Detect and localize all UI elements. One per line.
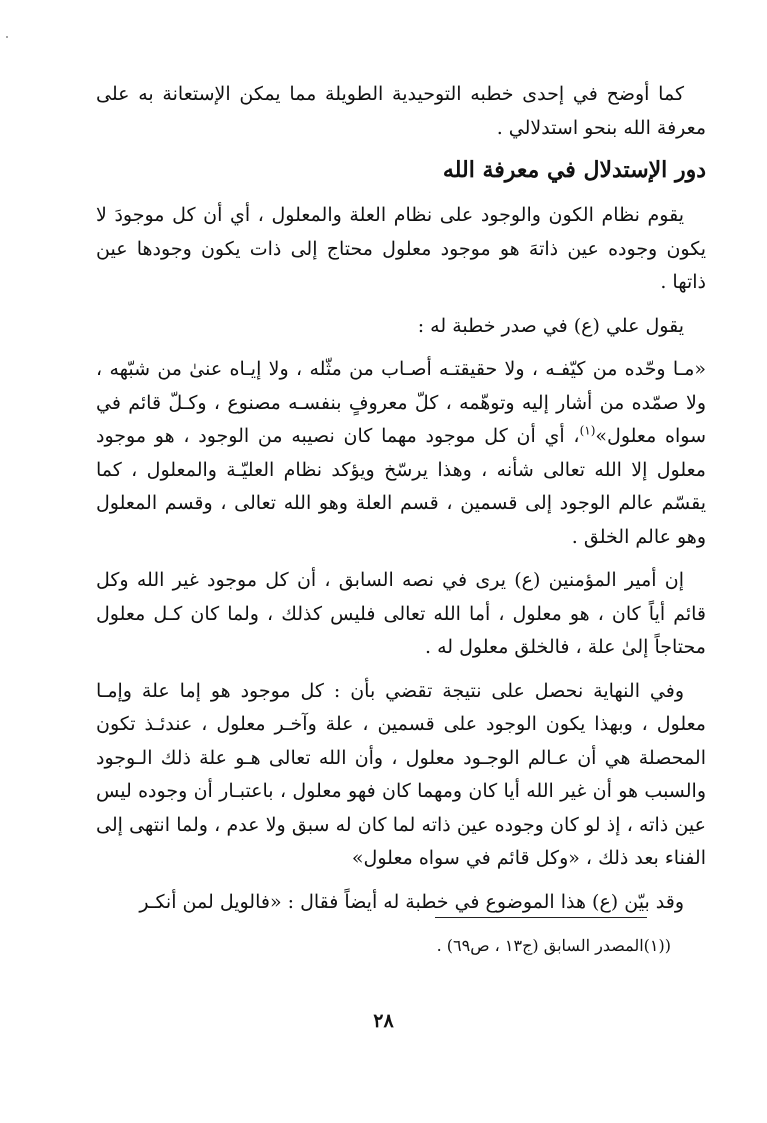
- paragraph-amir-al-muminin: إن أمير المؤمنين (ع) يرى في نصه السابق ، أن كل موجود غير الله وكل قائم أياً كان ، هو معلول ، أما الله تعالى فليس كذلك ، ولما كان كـل معلول محتاجاً إلىٰ علة ، فالخلق معلول له .: [96, 569, 706, 658]
- paragraph-sermon-quote: [96, 353, 706, 554]
- footnote: ((١)المصدر السابق (ج١٣ ، ص٦٩) .: [436, 936, 671, 955]
- footnote-divider: [435, 917, 647, 918]
- page-body: [96, 78, 706, 929]
- page-number: ٢٨: [373, 1010, 394, 1032]
- footnote-reference: (١): [579, 423, 596, 438]
- margin-speck: [6, 36, 8, 38]
- paragraph-sermon-intro: يقول علي (ع) في صدر خطبة له :: [417, 314, 684, 337]
- paragraph-causality: يقوم نظام الكون والوجود على نظام العلة والمعلول ، أي أن كل موجودَ لا يكون وجوده عين ذاتهَ هو موجود معلول محتاج إلى ذات يكون وجودها عين ذاتها .: [96, 204, 706, 293]
- quote-commentary: ، أي أن كل موجود مهما كان نصيبه من الوجود ، هو موجود معلول إلا الله تعالى شأنه ، وهذا يرسّخ ويؤكد نظام العليّـة والمعلول ، كما يقسّم عالم الوجود إلى قسمين ، قسم العلة وهو الله تعالى ، وقسم المعلول وهو عالم الخلق .: [96, 425, 706, 548]
- quote-text: «مـا وحّده من كيّفـه ، ولا حقيقتـه أصـاب من مثّله ، ولا إيـاه عنىٰ من شبّهه ، ولا صمّده من أشار إليه وتوهّمه ، كلّ معروفٍ بنفسـه مصنوع ، وكـلّ قائم في سواه معلول»: [96, 358, 706, 447]
- paragraph-continuation: وقد بيّن (ع) هذا الموضوع في خطبة له أيضاً فقال : «فالويل لمن أنكـر: [139, 890, 684, 913]
- paragraph-conclusion: وفي النهاية نحصل على نتيجة تقضي بأن : كل موجود هو إما علة وإمـا معلول ، وبهذا يكون الوجود على قسمين ، علة وآخـر معلول ، عندئـذ تكون المحصلة هي أن عـالم الوجـود معلول ، وأن الله تعالى هـو علة ذلك الـوجود والسبب هو أن غير الله أيا كان ومهما كان فهو معلول ، باعتبـار أن وجوده ليس عين ذاته ، إذ لو كان وجوده عين ذاته لما كان له سبق ولا عدم ، ولما انتهى إلى الفناء بعد ذلك ، «وكل قائم في سواه معلول»: [96, 679, 706, 869]
- section-heading: دور الإستدلال في معرفة الله: [442, 157, 706, 183]
- intro-paragraph: كما أوضح في إحدى خطبه التوحيدية الطويلة مما يمكن الإستعانة به على معرفة الله بنحو استدلالي .: [96, 83, 706, 139]
